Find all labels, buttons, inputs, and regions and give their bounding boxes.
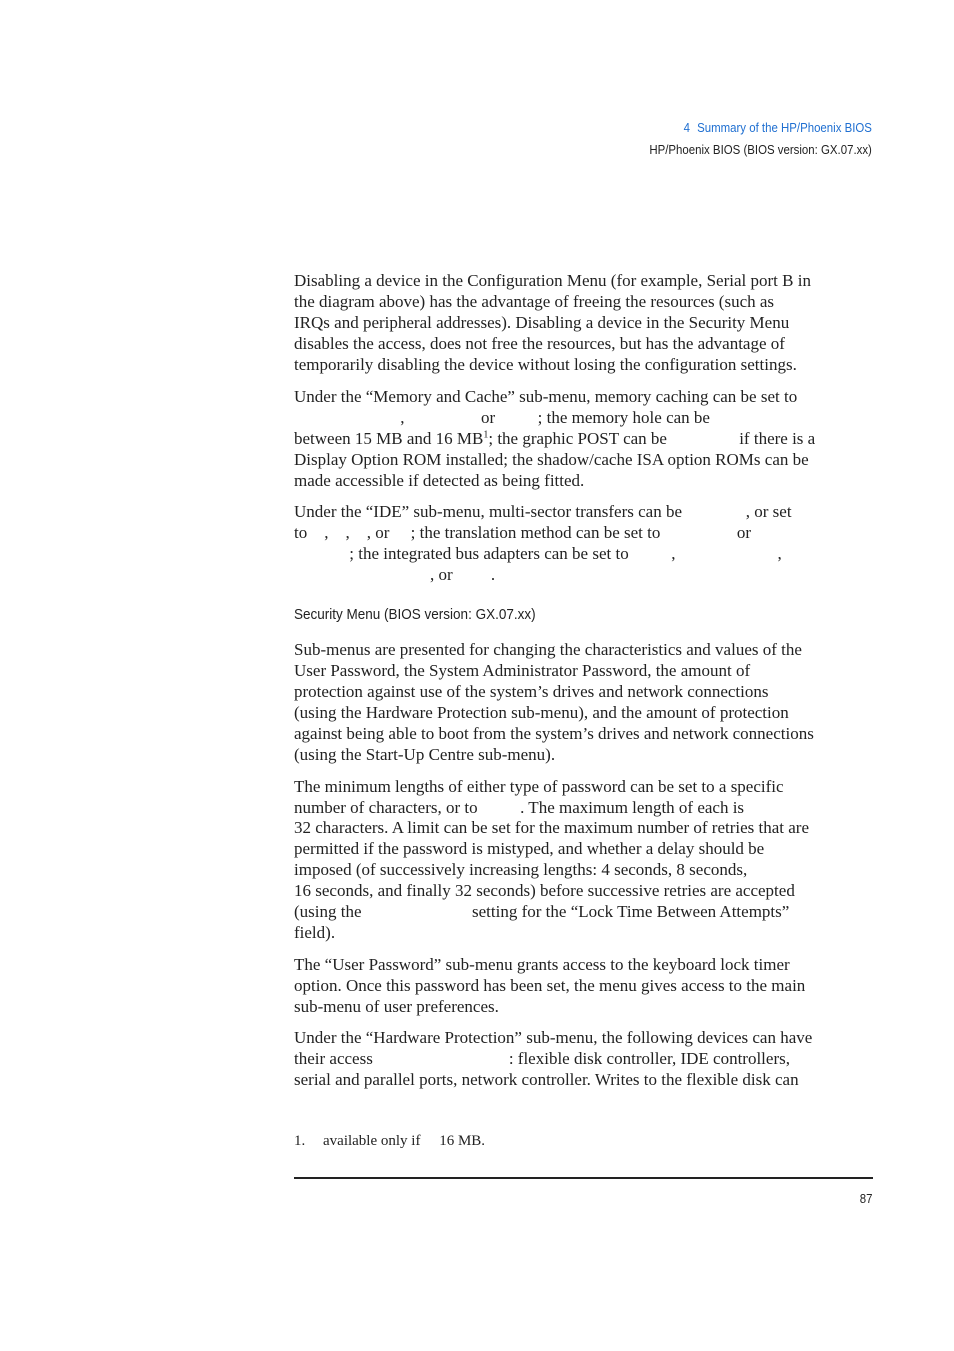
body-line: , or . [294,565,496,584]
body-line: temporarily disabling the device without losing the configuration settings. [294,355,797,374]
running-header-chapter [684,120,872,135]
body-line: made accessible if detected as being fitted. [294,471,585,490]
footer-rule [294,1177,873,1179]
body-line: IRQs and peripheral addresses). Disabling a device in the Security Menu [294,313,790,332]
body-line: to , , , or ; the translation method can be set to or [294,523,752,542]
body-line: Disabling a device in the Configuration Menu (for example, Serial port B in [294,271,811,290]
body-line: the diagram above) has the advantage of freeing the resources (such as [294,292,775,311]
chapter-number: 4 [683,120,691,135]
body-line: serial and parallel ports, network controller. Writes to the flexible disk can [294,1070,799,1089]
section-heading: Security Menu (BIOS version: GX.07.xx) [294,606,536,623]
body-line: The “User Password” sub-menu grants access to the keyboard lock timer [294,955,790,974]
body-line: their access : flexible disk controller, IDE controllers, [294,1049,790,1068]
body-line: 32 characters. A limit can be set for the maximum number of retries that are [294,818,810,837]
body-line: protection against use of the system’s drives and network connections [294,682,769,701]
body-line: disables the access, does not free the resources, but has the advantage of [294,334,785,353]
body-line: permitted if the password is mistyped, and whether a delay should be [294,839,765,858]
body-line: number of characters, or to . The maximum length of each is [294,798,745,817]
body-line: Sub-menus are presented for changing the characteristics and values of the [294,640,802,659]
footnote [294,1133,485,1150]
page-number: 87 [859,1191,872,1206]
body-text: between 15 MB and 16 MB [294,429,484,448]
body-line: ; the integrated bus adapters can be set to , , [294,544,782,563]
body-line: User Password, the System Administrator Password, the amount of [294,661,751,680]
body-text: ; the graphic POST can be if there is a [488,429,816,448]
body-line [294,428,815,449]
body-line: (using the Start-Up Centre sub-menu). [294,745,556,764]
chapter-title: Summary of the HP/Phoenix BIOS [697,120,872,135]
body-line: field). [294,923,336,942]
body-line: The minimum lengths of either type of password can be set to a specific [294,777,784,796]
body-line: Display Option ROM installed; the shadow/cache ISA option ROMs can be [294,450,809,469]
footnote-marker: 1 [483,429,489,441]
body-line: imposed (of successively increasing lengths: 4 seconds, 8 seconds, [294,860,748,879]
body-line: Under the “Memory and Cache” sub-menu, memory caching can be set to [294,387,798,406]
body-line: sub-menu of user preferences. [294,997,499,1016]
body-line: (using the setting for the “Lock Time Between Attempts” [294,902,790,921]
body-line: , or ; the memory hole can be [294,408,710,427]
body-line: 16 seconds, and finally 32 seconds) before successive retries are accepted [294,881,795,900]
running-header-section: HP/Phoenix BIOS (BIOS version: GX.07.xx) [649,142,872,157]
body-line: option. Once this password has been set, the menu gives access to the main [294,976,806,995]
body-line: against being able to boot from the system’s drives and network connections [294,724,814,743]
body-line: (using the Hardware Protection sub-menu), and the amount of protection [294,703,789,722]
footnote-text: available only if 16 MB. [323,1133,486,1149]
body-line: Under the “IDE” sub-menu, multi-sector transfers can be , or set [294,502,792,521]
footnote-number: 1. [294,1133,306,1149]
body-line: Under the “Hardware Protection” sub-menu, the following devices can have [294,1028,813,1047]
